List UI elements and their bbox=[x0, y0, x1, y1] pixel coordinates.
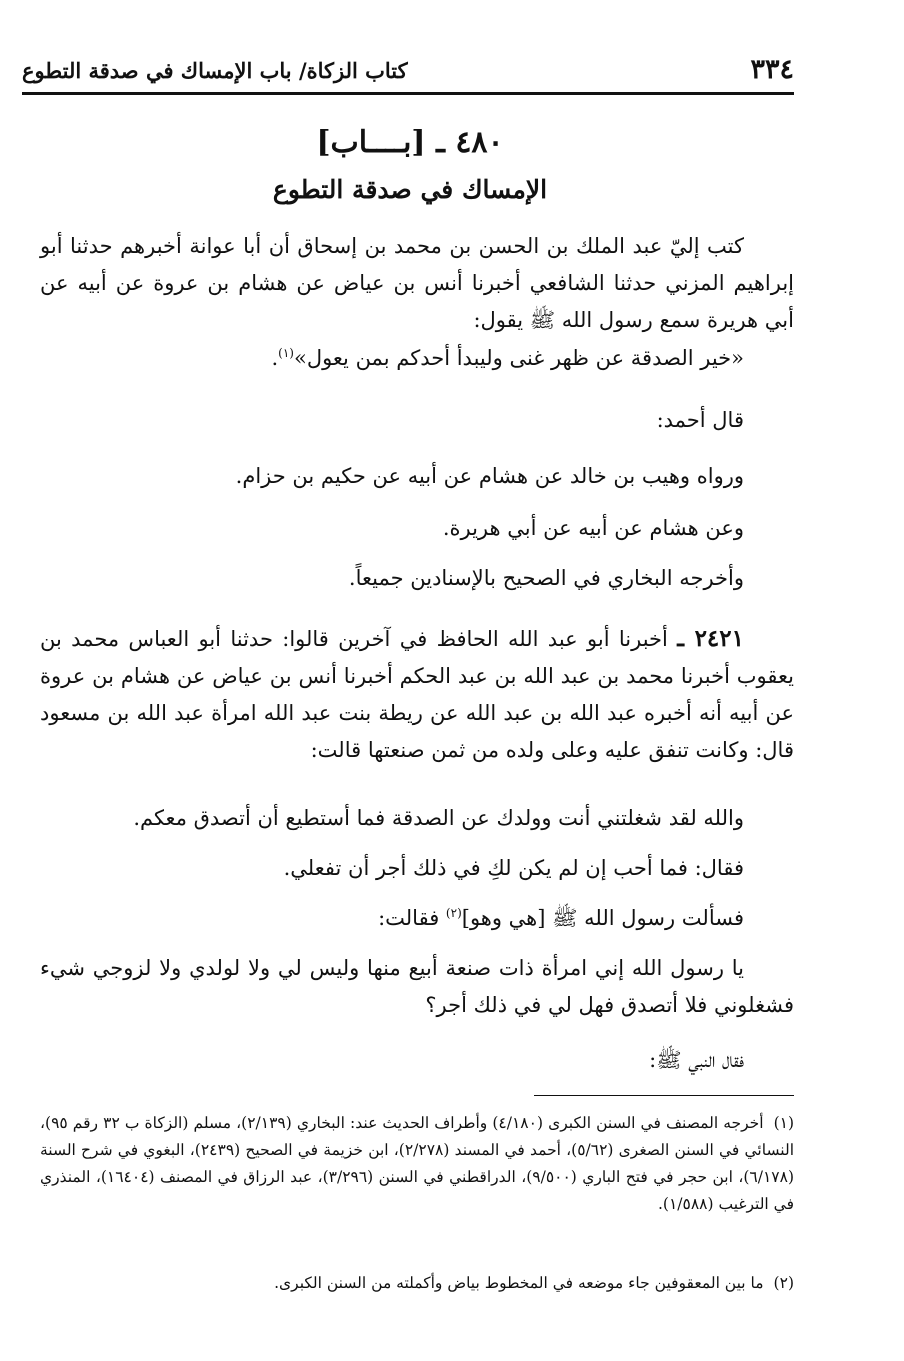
isnad-paragraph bbox=[40, 228, 794, 339]
chapter-title: الإمساك في صدقة التطوع bbox=[272, 175, 548, 204]
dialogue-3-text-a: فسألت رسول الله ﷺ [هي وهو] bbox=[461, 906, 744, 930]
hadith-2421-paragraph bbox=[40, 620, 794, 769]
footnote-ref-2: (٢) bbox=[445, 906, 462, 920]
dialogue-5-text: فقال النبي ﷺ: bbox=[649, 1048, 744, 1072]
comment-label-text: قال أحمد: bbox=[656, 408, 744, 432]
narration-note-1 bbox=[40, 458, 794, 495]
page-header bbox=[22, 52, 794, 95]
hadith-number: ٢٤٢١ ـ bbox=[677, 625, 744, 652]
dialogue-5 bbox=[40, 1042, 794, 1079]
footnote-2-text: ما بين المعقوفين جاء موضعه في المخطوط بياض وأكملته من السنن الكبرى. bbox=[274, 1274, 764, 1292]
narration-note-1-text: ورواه وهيب بن خالد عن هشام عن أبيه عن حكيم بن حزام. bbox=[235, 464, 744, 488]
dialogue-3 bbox=[40, 900, 794, 937]
dialogue-2 bbox=[40, 850, 794, 887]
footnote-divider bbox=[534, 1095, 794, 1096]
dialogue-1-text: والله لقد شغلتني أنت وولدك عن الصدقة فما أستطيع أن أتصدق معكم. bbox=[133, 806, 744, 830]
footnote-2 bbox=[40, 1270, 794, 1297]
hadith-2421-text: أخبرنا أبو عبد الله الحافظ في آخرين قالوا: حدثنا أبو العباس محمد بن يعقوب أخبرنا محمد بن عبد الله بن عبد الحكم أخبرنا أنس بن عياض عن هشام بن عروة عن أبيه أنه أخبره عبد الله بن عبد الله عن ريطة بنت عبد الله امرأة عبد الله بن مسعود قال: وكانت تنفق عليه وعلى ولده من ثمن صنعتها قالت: bbox=[40, 627, 794, 762]
dialogue-2-text: فقال: فما أحب إن لم يكن لكِ في ذلك أجر أن تفعلي. bbox=[283, 856, 744, 880]
footnote-1-text: أخرجه المصنف في السنن الكبرى (٤/١٨٠) وأطراف الحديث عند: البخاري (٢/١٣٩)، مسلم (الزكاة ب ٣٢ رقم ٩٥)، النسائي في السنن الصغرى (٥/٦٢)، أحمد في المسند (٢/٢٧٨)، ابن خزيمة في الصحيح (٢٤٣٩)، البغوي في شرح السنة (٦/١٧٨)، ابن حجر في فتح الباري (٩/٥٠٠)، الدراقطني في السنن (٣/٢٩٦)، عبد الرزاق في المصنف (١٦٤٠٤)، المنذري في الترغيب (١/٥٨٨). bbox=[40, 1114, 794, 1213]
footnote-1 bbox=[40, 1110, 794, 1218]
isnad-text: كتب إليّ عبد الملك بن الحسن بن محمد بن إسحاق أن أبا عوانة أخبرهم حدثنا أبو إبراهيم المزني حدثنا الشافعي أخبرنا أنس بن عياض عن هشام بن عروة عن أبيه عن أبي هريرة سمع رسول الله ﷺ يقول: bbox=[40, 234, 794, 332]
footnote-1-mark: (١) bbox=[773, 1114, 795, 1132]
page-number: ٣٣٤ bbox=[750, 54, 794, 85]
hadith-quote: «خير الصدقة عن ظهر غنى وليبدأ أحدكم بمن يعول» bbox=[293, 346, 744, 370]
dialogue-3-text-b: فقالت: bbox=[378, 906, 446, 930]
footnote-2-mark: (٢) bbox=[773, 1274, 794, 1292]
dialogue-4-text: يا رسول الله إني امرأة ذات صنعة أبيع منها وليس لي ولا لولدي ولا لزوجي شيء فشغلوني فلا أتصدق فهل لي في ذلك أجر؟ bbox=[40, 956, 794, 1017]
chapter-number: ٤٨٠ ـ [بــــاب] bbox=[316, 125, 504, 160]
narration-note-2-text: وعن هشام عن أبيه عن أبي هريرة. bbox=[442, 516, 744, 540]
footnote-ref-1: (١) bbox=[278, 346, 294, 360]
dialogue-4 bbox=[40, 950, 794, 1024]
hadith-text: «خير الصدقة عن ظهر غنى وليبدأ أحدكم بمن يعول»$^{(١)}$. bbox=[271, 346, 744, 370]
dialogue-1 bbox=[40, 800, 794, 837]
narration-note-3 bbox=[40, 560, 794, 597]
narration-note-3-text: وأخرجه البخاري في الصحيح بالإسنادين جميعاً. bbox=[348, 566, 744, 590]
author-comment-label bbox=[40, 402, 794, 439]
running-title: كتاب الزكاة/ باب الإمساك في صدقة التطوع bbox=[22, 58, 408, 83]
narration-note-2 bbox=[40, 510, 794, 547]
